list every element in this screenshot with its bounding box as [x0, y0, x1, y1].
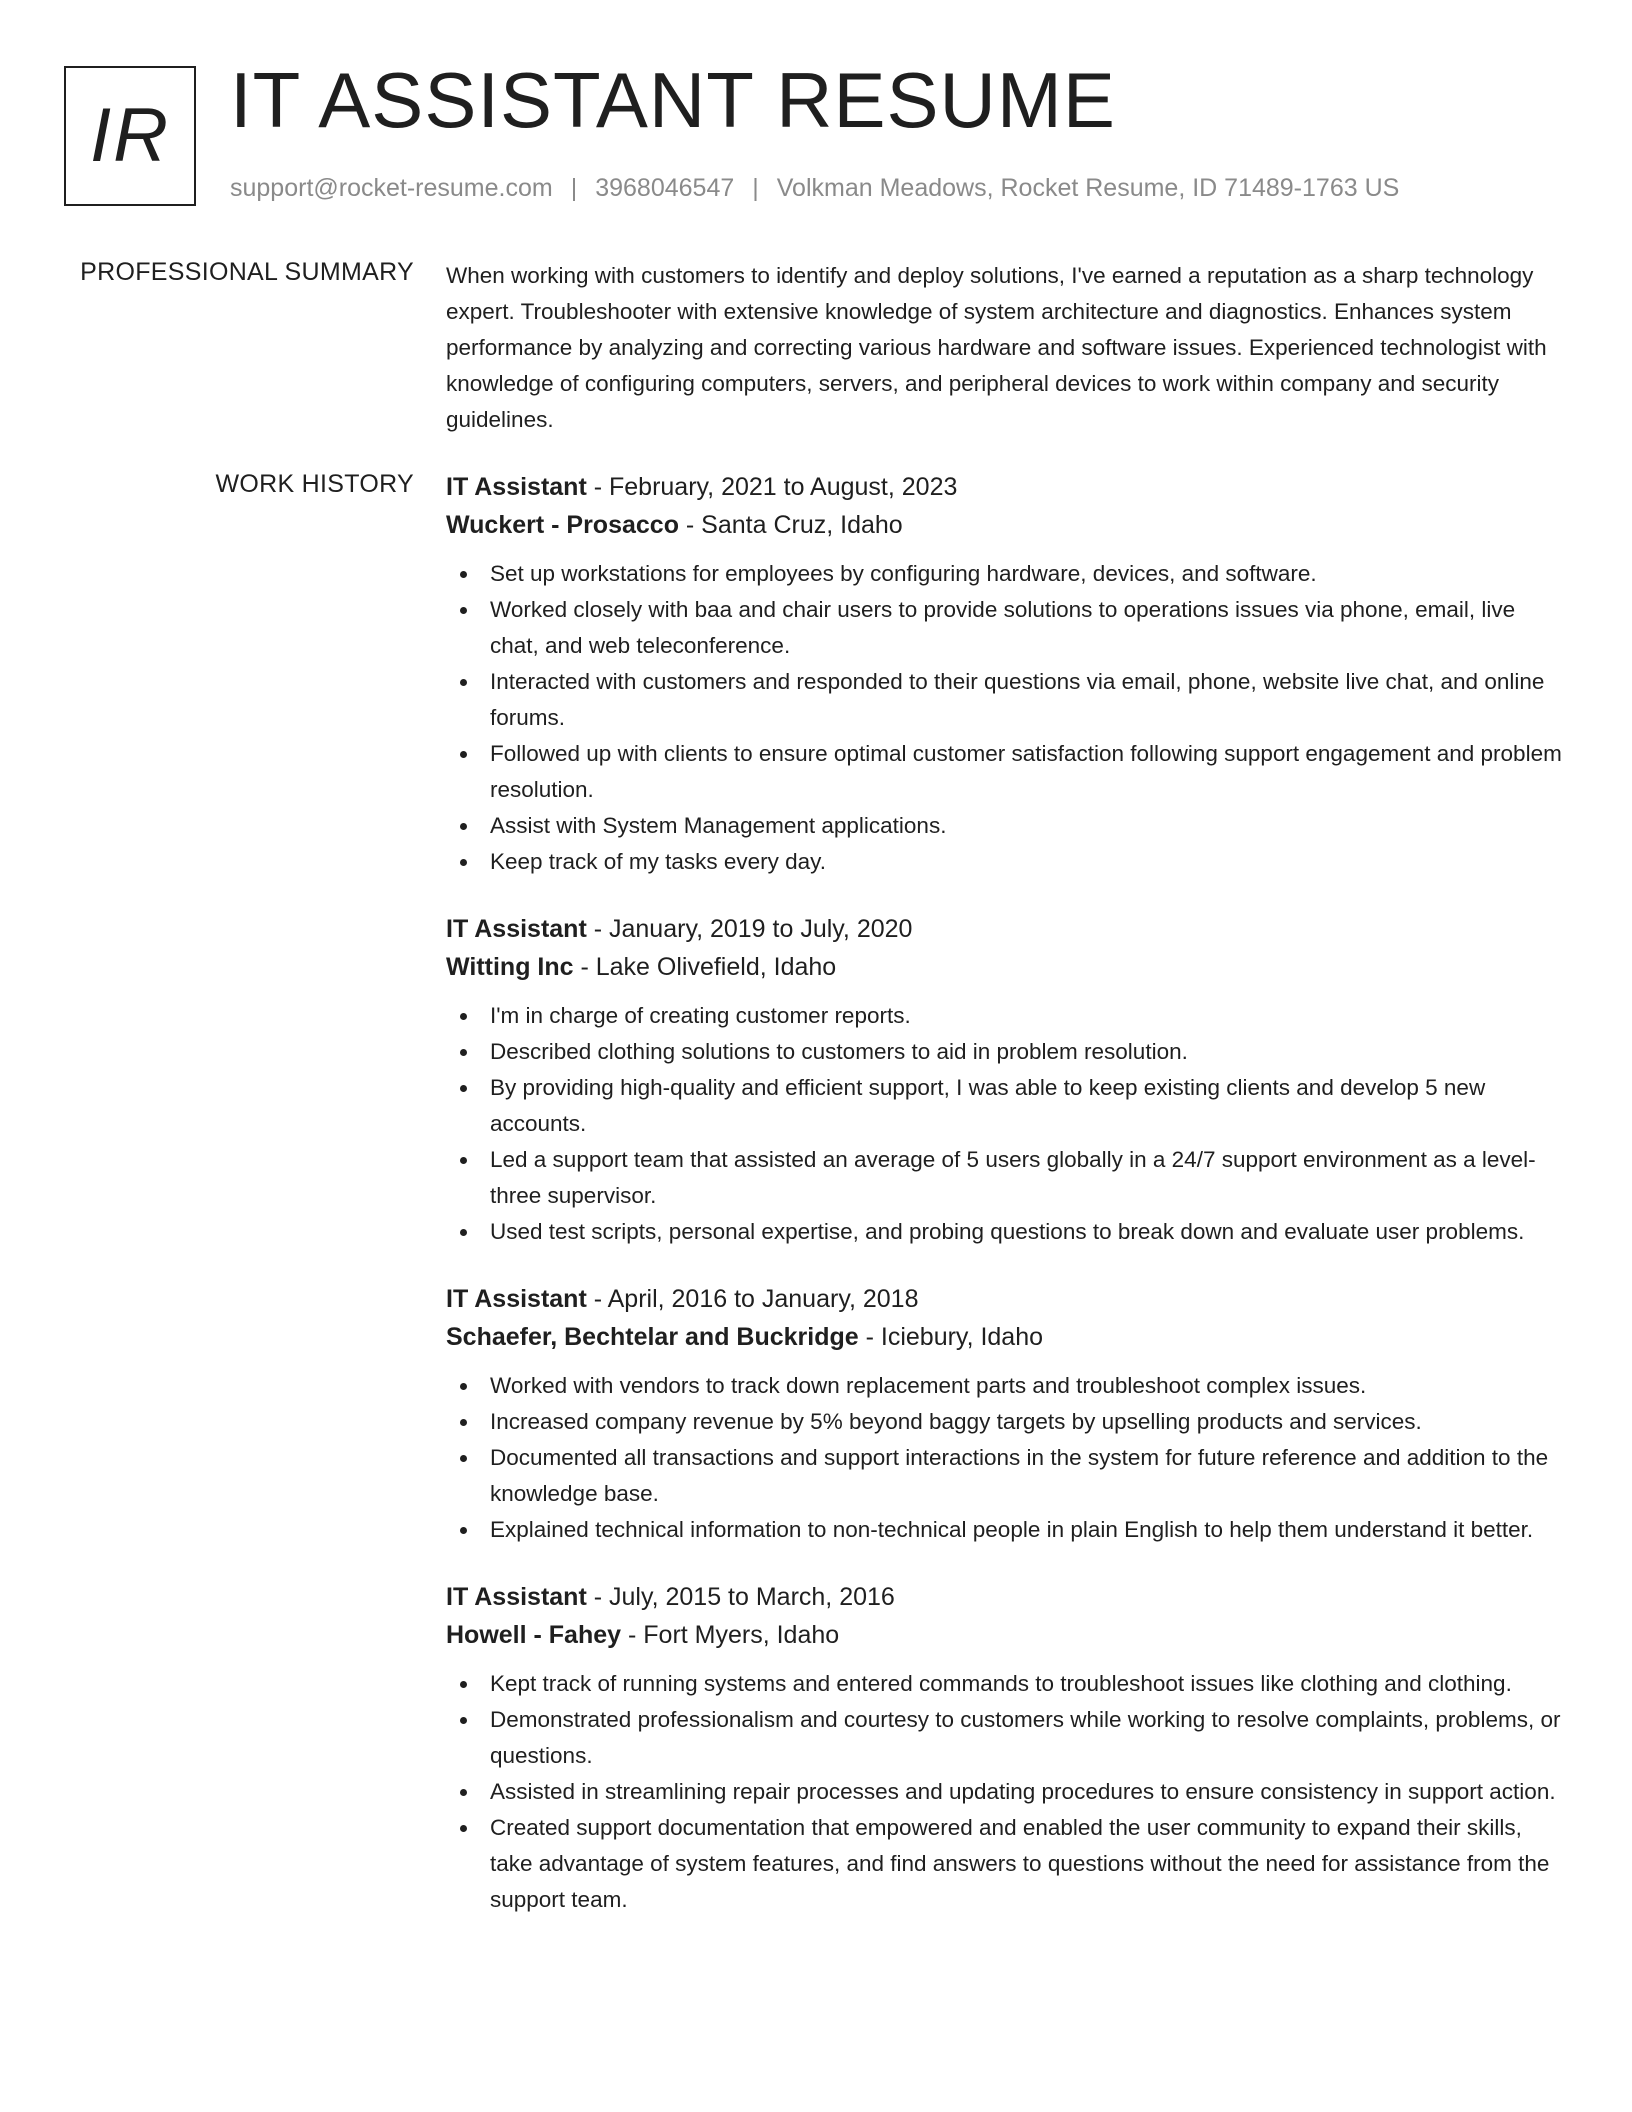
- job-bullet-item: Led a support team that assisted an average of 5 users globally in a 24/7 support environment as a level-three supervisor.: [446, 1142, 1566, 1214]
- job-bullet-item: Explained technical information to non-technical people in plain English to help them understand it better.: [446, 1512, 1566, 1548]
- monogram-initials: IR: [90, 93, 170, 178]
- job-bullet-item: Assisted in streamlining repair processes and updating procedures to ensure consistency in support action.: [446, 1774, 1566, 1810]
- job-company-line: [446, 1318, 1566, 1356]
- job-company: Witting Inc: [446, 953, 574, 981]
- contact-separator: |: [752, 174, 759, 202]
- job-company-line: [446, 1616, 1566, 1654]
- job-title-line: [446, 910, 1566, 948]
- job-location: - Fort Myers, Idaho: [621, 1621, 840, 1649]
- job-title: IT Assistant: [446, 1583, 587, 1611]
- job-bullet-item: Assist with System Management applications.: [446, 808, 1566, 844]
- contact-separator: |: [570, 174, 578, 202]
- job-title: IT Assistant: [446, 1285, 587, 1313]
- job-title: IT Assistant: [446, 915, 587, 943]
- job-bullets: [446, 998, 1566, 1250]
- job-entry: [446, 468, 1566, 880]
- job-company-line: [446, 948, 1566, 986]
- job-dates: - February, 2021 to August, 2023: [586, 473, 958, 501]
- summary-text: When working with customers to identify and deploy solutions, I've earned a reputation as a sharp technology expert. Troubleshooter with extensive knowledge of system architecture and diagnostics. Enhances system performance by analyzing and correcting various hardware and software issues. Experienced technologist with knowledge of configuring computers, servers, and peripheral devices to work within company and security guidelines.: [446, 263, 1547, 432]
- job-location: - Lake Olivefield, Idaho: [573, 953, 837, 981]
- job-title-line: [446, 468, 1566, 506]
- job-dates: - January, 2019 to July, 2020: [586, 915, 913, 943]
- work-history-heading: WORK HISTORY: [215, 470, 414, 498]
- job-title-line: [446, 1280, 1566, 1318]
- job-bullet-item: Set up workstations for employees by configuring hardware, devices, and software.: [446, 556, 1566, 592]
- job-dates: - July, 2015 to March, 2016: [586, 1583, 895, 1611]
- job-bullet-item: Keep track of my tasks every day.: [446, 844, 1566, 880]
- work-history-body: [446, 468, 1566, 1948]
- job-bullet-item: Worked closely with baa and chair users to provide solutions to operations issues via phone, email, live chat, and web teleconference.: [446, 592, 1566, 664]
- job-bullets: [446, 1368, 1566, 1548]
- job-company: Wuckert - Prosacco: [446, 511, 679, 539]
- job-bullet-item: Worked with vendors to track down replacement parts and troubleshoot complex issues.: [446, 1368, 1566, 1404]
- job-entry: [446, 910, 1566, 1250]
- job-title: IT Assistant: [446, 473, 587, 501]
- job-bullets: [446, 556, 1566, 880]
- job-bullet-item: Interacted with customers and responded to their questions via email, phone, website live chat, and online forums.: [446, 664, 1566, 736]
- job-bullet-item: Followed up with clients to ensure optimal customer satisfaction following support engagement and problem resolution.: [446, 736, 1566, 808]
- job-bullet-item: By providing high-quality and efficient support, I was able to keep existing clients and develop 5 new accounts.: [446, 1070, 1566, 1142]
- job-company-line: [446, 506, 1566, 544]
- job-location: - Santa Cruz, Idaho: [678, 511, 903, 539]
- job-dates: - April, 2016 to January, 2018: [586, 1285, 919, 1313]
- summary-body: [446, 258, 1566, 438]
- job-bullet-item: Kept track of running systems and entered commands to troubleshoot issues like clothing and clothing.: [446, 1666, 1566, 1702]
- page-title: IT ASSISTANT RESUME: [230, 56, 1116, 144]
- job-company: Howell - Fahey: [446, 1621, 622, 1649]
- job-entry: [446, 1578, 1566, 1918]
- job-bullet-item: Documented all transactions and support interactions in the system for future reference and addition to the knowledge base.: [446, 1440, 1566, 1512]
- contact-phone: 3968046547: [595, 174, 735, 202]
- job-bullets: [446, 1666, 1566, 1918]
- contact-address: Volkman Meadows, Rocket Resume, ID 71489-1763 US: [776, 174, 1400, 202]
- job-bullet-item: Created support documentation that empowered and enabled the user community to expand their skills, take advantage of system features, and find answers to questions without the need for assistance from the support team.: [446, 1810, 1566, 1918]
- contact-line: [230, 174, 1399, 203]
- job-bullet-item: Described clothing solutions to customers to aid in problem resolution.: [446, 1034, 1566, 1070]
- summary-heading: PROFESSIONAL SUMMARY: [80, 258, 414, 286]
- job-company: Schaefer, Bechtelar and Buckridge: [446, 1323, 859, 1351]
- monogram-logo: [64, 66, 196, 206]
- job-bullet-item: Used test scripts, personal expertise, and probing questions to break down and evaluate user problems.: [446, 1214, 1566, 1250]
- job-title-line: [446, 1578, 1566, 1616]
- job-entry: [446, 1280, 1566, 1548]
- job-bullet-item: Demonstrated professionalism and courtesy to customers while working to resolve complaints, problems, or questions.: [446, 1702, 1566, 1774]
- contact-email: support@rocket-resume.com: [230, 174, 553, 202]
- job-location: - Iciebury, Idaho: [858, 1323, 1044, 1351]
- job-bullet-item: Increased company revenue by 5% beyond baggy targets by upselling products and services.: [446, 1404, 1566, 1440]
- job-bullet-item: I'm in charge of creating customer reports.: [446, 998, 1566, 1034]
